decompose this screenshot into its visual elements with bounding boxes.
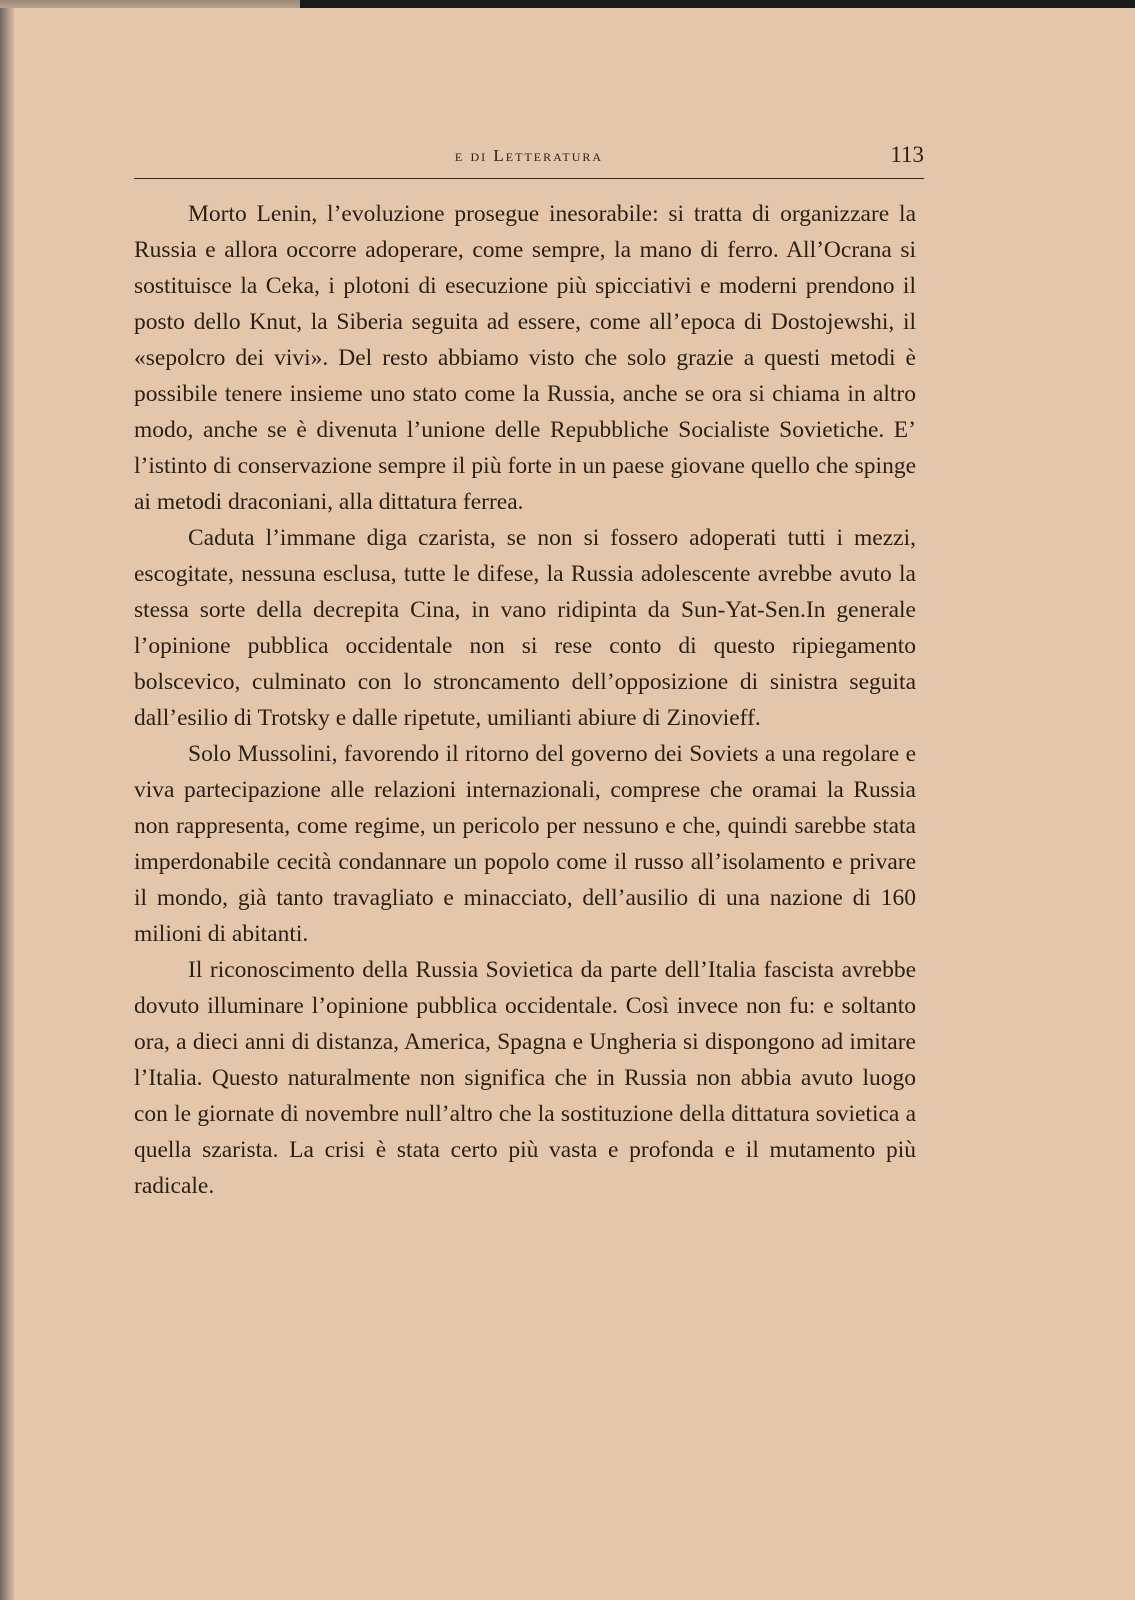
body-text xyxy=(134,196,916,1204)
running-head: e di Letteratura xyxy=(454,146,604,165)
paragraph-2: Caduta l’immane diga czarista, se non si fossero adoperati tutti i mezzi, escogitate, nessuna esclusa, tutte le difese, la Russia adolescente avrebbe avuto la stessa sorte della decrepita Cina, in vano ridipinta da Sun-Yat-Sen.In generale l’opinione pubblica occidentale non si rese conto di questo ripiegamento bolscevico, culminato con lo stroncamento dell’opposizione di sinistra seguita dall’esilio di Trotsky e dalle ripetute, umilianti abiure di Zinovieff. xyxy=(134,525,916,731)
paragraph-1: Morto Lenin, l’evoluzione prosegue inesorabile: si tratta di organizzare la Russia e allora occorre adoperare, come sempre, la mano di ferro. All’Ocrana si sostituisce la Ceka, i plotoni di esecuzione più spicciativi e moderni prendono il posto dello Knut, la Siberia seguita ad essere, come all’epoca di Dostojewshi, il «sepolcro dei vivi». Del resto abbiamo visto che solo grazie a questi metodi è possibile tenere insieme uno stato come la Russia, anche se ora si chiama in altro modo, anche se è divenuta l’unione delle Repubbliche Socialiste Sovietiche. E’ l’istinto di conservazione sempre il più forte in un paese giovane quello che spinge ai metodi draconiani, alla dittatura ferrea. xyxy=(134,201,916,515)
paragraph-3: Solo Mussolini, favorendo il ritorno del governo dei Soviets a una regolare e viva partecipazione alle relazioni internazionali, comprese che oramai la Russia non rappresenta, come regime, un pericolo per nessuno e che, quindi sarebbe stata imperdonabile cecità condannare un popolo come il russo all’isolamento e privare il mondo, già tanto travagliato e minacciato, dell’ausilio di una nazione di 160 milioni di abitanti. xyxy=(134,741,916,947)
page-header xyxy=(134,138,924,179)
paragraph-4: Il riconoscimento della Russia Sovietica da parte dell’Italia fascista avrebbe dovuto illuminare l’opinione pubblica occidentale. Così invece non fu: e soltanto ora, a dieci anni di distanza, America, Spagna e Ungheria si dispongono ad imitare l’Italia. Questo naturalmente non significa che in Russia non abbia avuto luogo con le giornate di novembre null’altro che la sostituzione della dittatura sovietica a quella szarista. La crisi è stata certo più vasta e profonda e il mutamento più radicale. xyxy=(134,957,916,1199)
book-spine-edge xyxy=(0,8,14,1600)
page-number: 113 xyxy=(890,142,924,167)
